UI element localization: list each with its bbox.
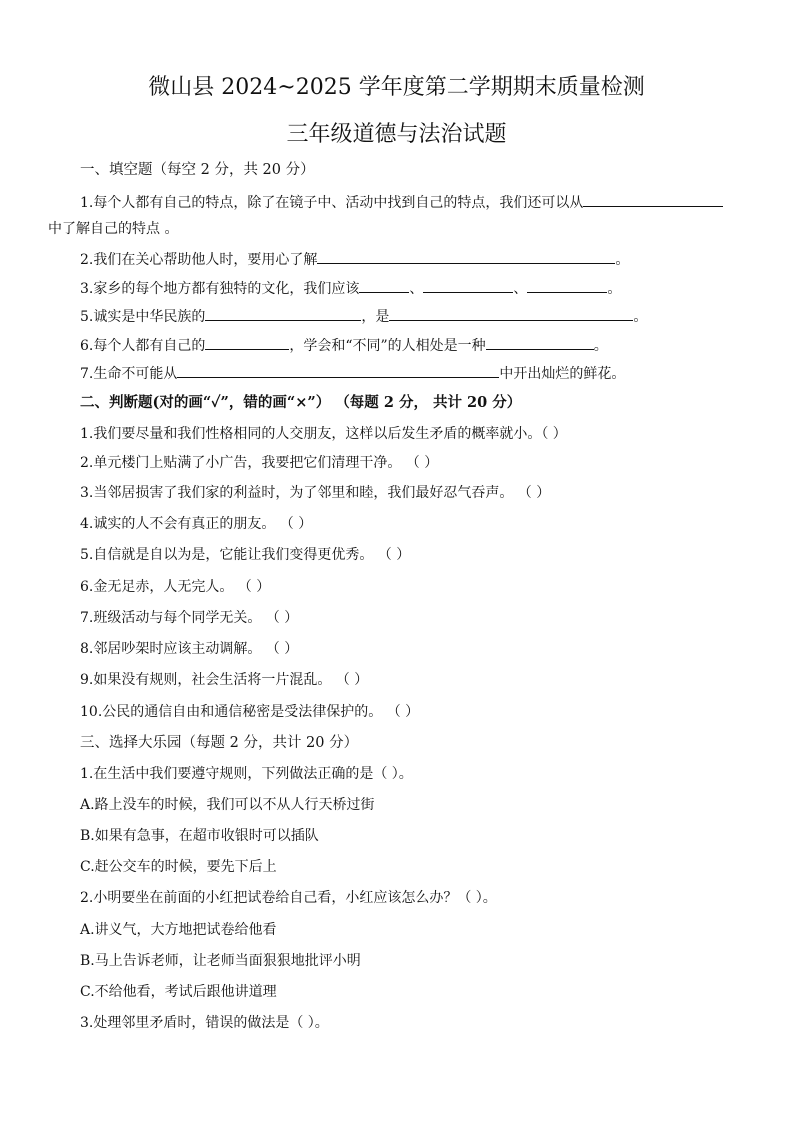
judge-question: 1.我们要尽量和我们性格相同的人交朋友，这样以后发生矛盾的概率就小。（ ） — [80, 426, 567, 442]
question-text: 3.家乡的每个地方都有独特的文化，我们应该 — [80, 281, 360, 297]
choice-option: A.讲义气，大方地把试卷给他看 — [80, 922, 277, 938]
fill-question-7: 7.生命不可能从 中开出灿烂的鲜花。 — [80, 362, 625, 384]
answer-blank — [527, 277, 607, 293]
choice-question: 3.处理邻里矛盾时，错误的做法是（ ）。 — [80, 1015, 329, 1031]
answer-blank — [205, 305, 361, 321]
answer-blank — [423, 277, 513, 293]
judge-question: 5.自信就是自以为是，它能让我们变得更优秀。 （ ） — [80, 547, 411, 563]
judge-question: 7.班级活动与每个同学无关。 （ ） — [80, 610, 299, 626]
exam-subtitle: 三年级道德与法治试题 — [286, 122, 507, 147]
choice-option: B.马上告诉老师，让老师当面狠狠地批评小明 — [80, 953, 361, 969]
judge-question: 4.诚实的人不会有真正的朋友。 （ ） — [80, 516, 313, 532]
question-text: 2.我们在关心帮助他人时，要用心了解 — [80, 252, 318, 268]
answer-blank — [359, 277, 409, 293]
fill-question-1 — [80, 191, 723, 213]
judge-question: 9.如果没有规则，社会生活将一片混乱。 （ ） — [80, 672, 369, 688]
choice-question: 1.在生活中我们要遵守规则，下列做法正确的是（ ）。 — [80, 766, 413, 782]
judge-question: 2.单元楼门上贴满了小广告，我要把它们清理干净。 （ ） — [80, 455, 439, 471]
answer-blank — [583, 191, 723, 207]
answer-blank — [389, 305, 633, 321]
choice-option: B.如果有急事，在超市收银时可以插队 — [80, 828, 319, 844]
answer-blank — [177, 362, 499, 378]
choice-option: A.路上没车的时候，我们可以不从人行天桥过街 — [80, 797, 375, 813]
fill-question-5: 5.诚实是中华民族的 ，是 。 — [80, 305, 647, 327]
fill-question-2: 2.我们在关心帮助他人时，要用心了解 。 — [80, 248, 629, 270]
choice-option: C.赶公交车的时候，要先下后上 — [80, 859, 277, 875]
judge-question: 3.当邻居损害了我们家的利益时，为了邻里和睦，我们最好忍气吞声。 （ ） — [80, 485, 551, 501]
judge-question: 10.公民的通信自由和通信秘密是受法律保护的。 （ ） — [80, 704, 420, 720]
question-text: 7.生命不可能从 — [80, 366, 178, 382]
fill-question-6: 6.每个人都有自己的 ，学会和“不同”的人相处是一种 。 — [80, 334, 608, 356]
section-1-heading: 一、填空题（每空 2 分，共 20 分） — [80, 162, 315, 178]
question-text: 6.每个人都有自己的 — [80, 338, 206, 354]
section-2-heading: 二、判断题(对的画“✓”，错的画“×”） （每题 2 分， 共计 20 分） — [80, 394, 522, 411]
exam-title: 微山县 2024~2025 学年度第二学期期末质量检测 — [148, 75, 645, 100]
question-text: 1.每个人都有自己的特点，除了在镜子中、活动中找到自己的特点，我们还可以从 — [80, 195, 584, 211]
answer-blank — [486, 334, 594, 350]
choice-option: C.不给他看，考试后跟他讲道理 — [80, 984, 277, 1000]
answer-blank — [317, 248, 615, 264]
section-3-heading: 三、选择大乐园（每题 2 分，共计 20 分） — [80, 735, 359, 751]
fill-question-3: 3.家乡的每个地方都有独特的文化，我们应该 、 、 。 — [80, 277, 621, 299]
judge-question: 8.邻居吵架时应该主动调解。 （ ） — [80, 641, 299, 657]
question-text: 5.诚实是中华民族的 — [80, 309, 206, 325]
answer-blank — [205, 334, 289, 350]
choice-question: 2.小明要坐在前面的小红把试卷给自己看，小红应该怎么办？（ ）。 — [80, 890, 497, 906]
judge-question: 6.金无足赤，人无完人。 （ ） — [80, 579, 271, 595]
fill-question-1-cont: 中了解自己的特点 。 — [48, 221, 179, 237]
